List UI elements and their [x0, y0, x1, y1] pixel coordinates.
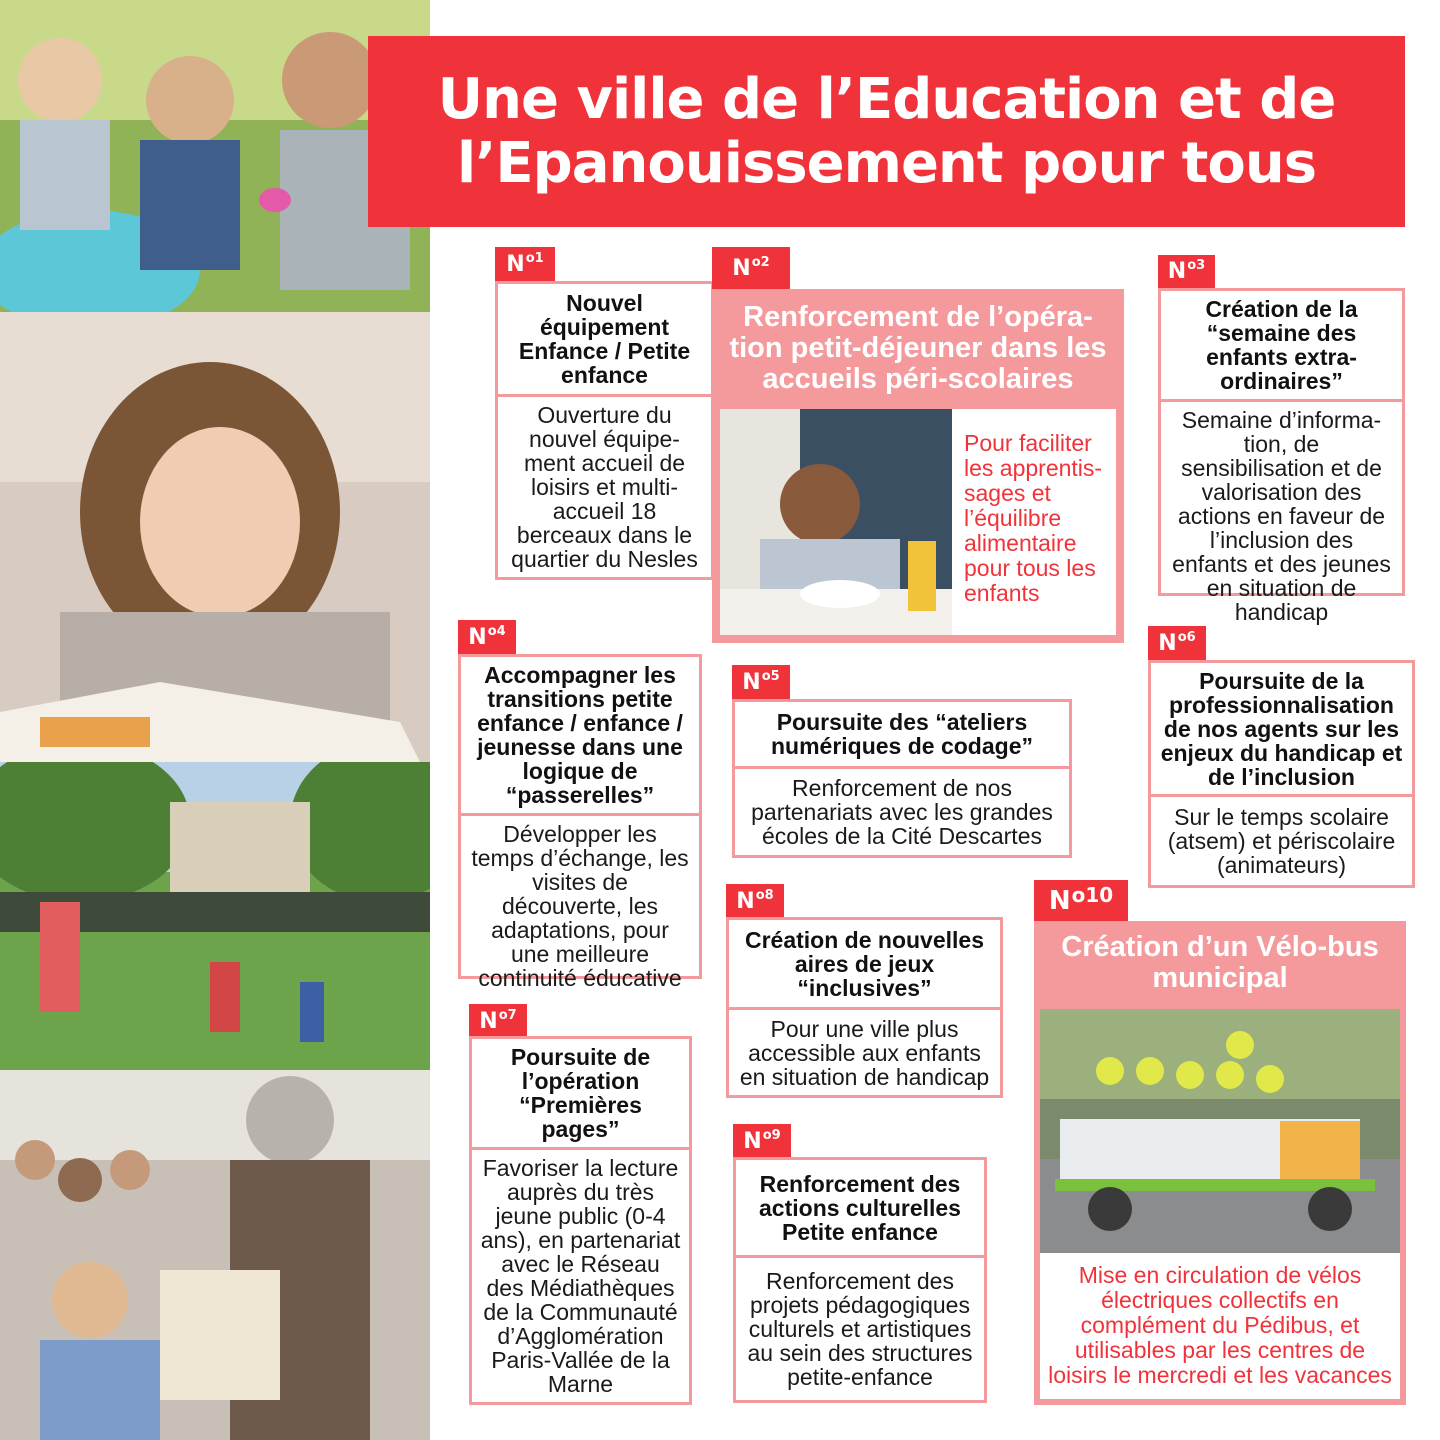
action-number-tag: N o7 — [469, 1004, 527, 1038]
action-description: Renforcement de nos partenariats avec les grandes écoles de la Cité Descartes — [751, 775, 1053, 849]
action-description: Pour faciliter les apprentis-sages et l’équilibre alimentaire pour tous les enfants — [964, 430, 1103, 606]
action-description: Sur le temps scolaire (atsem) et périscolaire (animateurs) — [1167, 804, 1396, 878]
velo-bus-photo — [1040, 1009, 1400, 1253]
children-playing-water-table-photo — [0, 0, 430, 312]
action-title: Création de la “semaine des enfants extra-ordinaires” — [1161, 291, 1402, 402]
action-number-tag: N o4 — [458, 620, 516, 654]
action-card-5 — [732, 699, 1072, 858]
action-description: Favoriser la lecture auprès du très jeune public (0-4 ans), en partenariat avec le Réseau des Médiathèques de la Communauté d’Agglomération Paris-Vallée de la Marne — [480, 1155, 681, 1397]
action-number-tag: N o9 — [733, 1124, 791, 1158]
action-card-2 — [712, 289, 1124, 643]
action-card-1 — [495, 281, 714, 580]
action-number-tag: N o10 — [1034, 880, 1128, 922]
title-line-2: l’Epanouissement pour tous — [456, 130, 1317, 196]
action-title: Renforcement des actions culturelles Petite enfance — [736, 1160, 984, 1258]
action-card-10 — [1034, 921, 1406, 1405]
action-number-tag: N o5 — [732, 665, 790, 699]
action-title: Poursuite de la professionnalisation de nos agents sur les enjeux du handicap et de l’inclusion — [1151, 663, 1412, 797]
book-bag-distribution-photo — [0, 1070, 430, 1440]
action-description: Semaine d’informa-tion, de sensibilisation et de valorisation des actions en faveur de l’inclusion des enfants et des jeunes en situation de handicap — [1172, 407, 1391, 625]
page-title — [438, 68, 1336, 196]
title-line-1: Une ville de l’Education et de — [437, 66, 1336, 132]
girl-reading-book-photo — [0, 312, 430, 762]
action-description: Pour une ville plus accessible aux enfants en situation de handicap — [739, 1015, 990, 1090]
action-number-tag: N o3 — [1158, 255, 1215, 288]
action-number-tag: N o1 — [495, 247, 555, 281]
action-title: Renforcement de l’opéra-tion petit-déjeuner dans les accueils péri-scolaires — [729, 300, 1107, 395]
action-title: Création d’un Vélo-bus municipal — [1061, 931, 1379, 994]
action-title: Création de nouvelles aires de jeux “inclusives” — [729, 920, 1000, 1010]
action-description: Ouverture du nouvel équipe-ment accueil de loisirs et multi-accueil 18 berceaux dans le quartier du Nesles — [511, 402, 698, 572]
action-title: Nouvel équipement Enfance / Petite enfance — [498, 284, 711, 397]
action-number-tag: N o6 — [1148, 626, 1206, 660]
title-banner — [368, 36, 1405, 227]
children-park-chateau-photo — [0, 762, 430, 1070]
action-card-6 — [1148, 660, 1415, 888]
action-description: Renforcement des projets pédagogiques culturels et artistiques au sein des structures petite-enfance — [747, 1268, 973, 1390]
action-title: Poursuite des “ateliers numériques de codage” — [735, 702, 1069, 769]
boy-breakfast-photo — [720, 409, 952, 635]
action-description: Mise en circulation de vélos électriques collectifs en complément du Pédibus, et utilisables par les centres de loisirs le mercredi et les vacances — [1048, 1262, 1392, 1388]
action-card-4 — [458, 654, 702, 991]
action-card-8 — [726, 917, 1003, 1098]
action-card-7 — [469, 1036, 692, 1405]
action-card-9 — [733, 1157, 987, 1403]
action-number-tag: N o8 — [726, 884, 784, 918]
action-description: Développer les temps d’échange, les visites de découverte, les adaptations, pour une meilleure continuité éducative — [471, 821, 689, 991]
action-title: Accompagner les transitions petite enfance / enfance / jeunesse dans une logique de “passerelles” — [461, 657, 699, 816]
action-number-tag: N o2 — [712, 247, 790, 289]
action-card-3 — [1158, 288, 1405, 625]
action-title: Poursuite de l’opération “Premières pages” — [472, 1039, 689, 1150]
